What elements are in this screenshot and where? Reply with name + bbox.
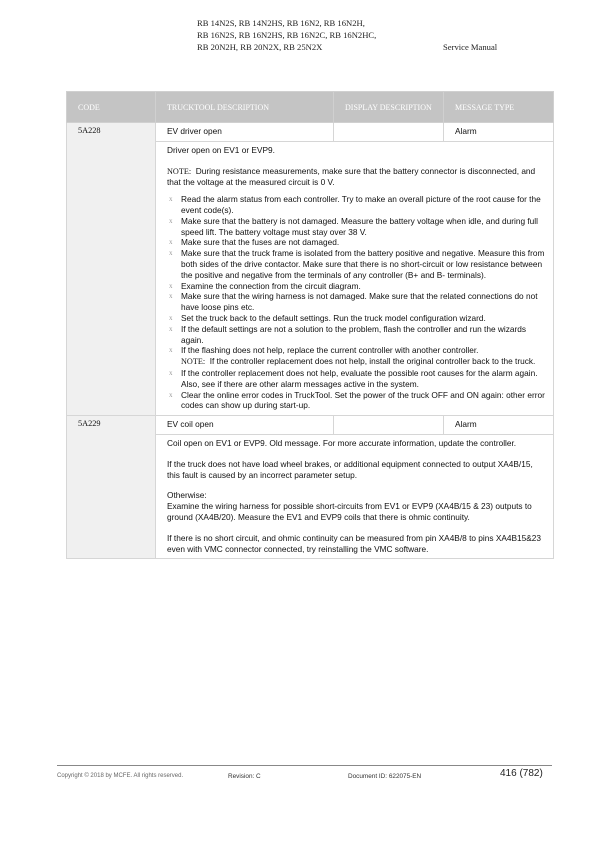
- header-manual-title: Service Manual: [443, 42, 498, 52]
- column-header-code: CODE: [67, 92, 156, 123]
- step-text: Make sure that the wiring harness is not damaged. Make sure that the related connections do not have loose pins etc.: [181, 291, 538, 313]
- footer-document-id: Document ID: 622075-EN: [348, 773, 422, 780]
- bullet-marker: x: [169, 292, 173, 301]
- inner-note-label: NOTE:: [181, 357, 206, 367]
- event-code: 5A228: [67, 123, 156, 416]
- bullet-marker: x: [169, 390, 173, 399]
- bullet-marker: x: [169, 238, 173, 247]
- step-text: If the controller replacement does not help, evaluate the possible root causes for the alarm again. Also, see if there are other alarm messages active in the system.: [181, 367, 538, 389]
- list-item: [167, 324, 547, 346]
- footer-revision: Revision: C: [228, 773, 261, 780]
- list-item: [167, 291, 547, 313]
- bullet-marker: x: [169, 195, 173, 204]
- bullet-marker: x: [169, 324, 173, 333]
- column-header-message-type: MESSAGE TYPE: [444, 92, 554, 123]
- header-models-line-2: RB 16N2S, RB 16N2HS, RB 16N2C, RB 16N2HC,: [197, 30, 377, 41]
- column-header-trucktool-description: TRUCKTOOL DESCRIPTION: [156, 92, 334, 123]
- note: [167, 166, 547, 189]
- message-type: Alarm: [444, 123, 554, 142]
- event-details: [156, 434, 554, 558]
- step-text: Set the truck back to the default settings. Run the truck model configuration wizard.: [181, 312, 486, 323]
- table-row: [67, 416, 554, 435]
- bullet-marker: x: [169, 346, 173, 355]
- bullet-marker: x: [169, 368, 173, 377]
- display-description: [334, 416, 444, 435]
- trucktool-description: EV coil open: [156, 416, 334, 435]
- list-item: [167, 237, 547, 248]
- step-text: If the default settings are not a solution to the problem, flash the controller and run the wizards again.: [181, 323, 526, 345]
- table-header-row: [67, 92, 554, 123]
- bullet-marker: x: [169, 313, 173, 322]
- list-item: [167, 248, 547, 280]
- message-type: Alarm: [444, 416, 554, 435]
- list-item: [167, 216, 547, 238]
- paragraph-otherwise: [167, 490, 547, 522]
- step-text: Make sure that the battery is not damaged. Measure the battery voltage when idle, and during full speed lift. The battery voltage must stay over 38 V.: [181, 215, 538, 237]
- paragraph: If the truck does not have load wheel brakes, or additional equipment connected to output XA4B/15, this fault is caused by an incorrect parameter setup.: [167, 458, 533, 480]
- trucktool-description: EV driver open: [156, 123, 334, 142]
- footer-copyright: Copyright © 2018 by MCFE. All rights reserved.: [57, 773, 184, 779]
- table-row: [67, 123, 554, 142]
- header-models-line-1: RB 14N2S, RB 14N2HS, RB 16N2, RB 16N2H,: [197, 18, 365, 28]
- event-code: 5A229: [67, 416, 156, 559]
- step-text: Make sure that the fuses are not damaged.: [181, 237, 340, 248]
- bullet-marker: x: [169, 216, 173, 225]
- list-item: [167, 368, 547, 390]
- event-code-table: [66, 91, 554, 559]
- bullet-marker: x: [169, 249, 173, 258]
- inner-note-text: If the controller replacement does not help, install the original controller back to the truck.: [209, 356, 536, 367]
- bullet-marker: x: [169, 281, 173, 290]
- event-details: [156, 141, 554, 415]
- step-text: Make sure that the truck frame is isolated from the battery positive and negative. Measure this from both sides of the drive contactor. Make sure that there is no short-circuit or low resistance between the positive and negative from the terminals of any controller (B+ and B- terminals).: [181, 248, 545, 280]
- troubleshooting-steps: [167, 194, 547, 411]
- note-label: NOTE:: [167, 166, 192, 176]
- paragraph: If there is no short circuit, and ohmic continuity can be measured from pin XA4B/8 to pins XA4B15&23 even with VMC connector connected, try reinstalling the VMC software.: [167, 532, 542, 554]
- list-item: [167, 313, 547, 324]
- column-header-display-description: DISPLAY DESCRIPTION: [334, 92, 444, 123]
- note-text: During resistance measurements, make sure that the battery connector is disconnected, and that the voltage at the measured circuit is 0 V.: [167, 165, 536, 188]
- intro-text: Driver open on EV1 or EVP9.: [167, 144, 275, 155]
- otherwise-text: Examine the wiring harness for possible short-circuits from EV1 or EVP9 (XA4B/15 & 23) outputs to ground (XA4B/20). Measure the EV1 and EVP9 coils that there is ohmic continuity.: [167, 501, 532, 522]
- inner-note: [167, 356, 547, 368]
- page-number: 416 (782): [500, 768, 543, 779]
- footer-divider: [57, 765, 552, 766]
- step-text: Clear the online error codes in TruckTool. Set the power of the truck OFF and ON again: other error codes can show up during start-up.: [181, 389, 545, 411]
- step-text: Read the alarm status from each controller. Try to make an overall picture of the root cause for the event code(s).: [181, 194, 541, 215]
- otherwise-label: Otherwise:: [167, 490, 207, 501]
- list-item: [167, 194, 547, 216]
- header-models-line-3: RB 20N2H, RB 20N2X, RB 25N2X: [197, 42, 323, 53]
- display-description: [334, 123, 444, 142]
- list-item: [167, 345, 547, 356]
- header-model-list: [197, 17, 376, 54]
- list-item: [167, 281, 547, 292]
- step-text: Examine the connection from the circuit diagram.: [181, 280, 361, 291]
- list-item: [167, 390, 547, 412]
- paragraph: Coil open on EV1 or EVP9. Old message. For more accurate information, update the controller.: [167, 437, 517, 448]
- step-text: If the flashing does not help, replace the current controller with another controller.: [181, 345, 479, 356]
